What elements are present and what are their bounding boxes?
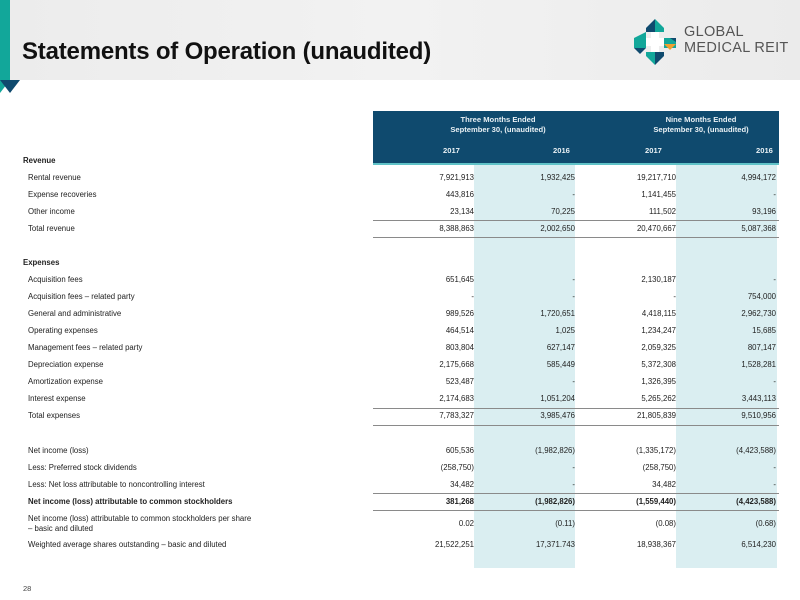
cell-value: - <box>673 292 676 301</box>
table-row <box>0 306 800 323</box>
row-label: Net income (loss) attributable to common stockholders <box>28 497 233 506</box>
cell-value: 5,265,262 <box>641 394 676 403</box>
cell-value: 2,174,683 <box>439 394 474 403</box>
table-row <box>0 460 800 477</box>
cell-value: 803,804 <box>445 343 474 352</box>
cell-value: - <box>572 275 575 284</box>
cell-value: - <box>572 190 575 199</box>
cell-value: 70,225 <box>551 207 575 216</box>
cell-value: 3,443,113 <box>741 394 776 403</box>
cell-value: (1,335,172) <box>636 446 676 455</box>
cell-value: (258,750) <box>642 463 676 472</box>
cell-value: - <box>572 463 575 472</box>
cell-value: 17,371.743 <box>535 540 575 549</box>
company-logo <box>632 18 792 66</box>
accent-triangle <box>0 80 20 93</box>
section-header-expenses <box>0 255 800 272</box>
row-label: Rental revenue <box>28 173 81 182</box>
cell-value: 2,002,650 <box>540 224 575 233</box>
cell-value: (0.68) <box>755 519 776 528</box>
net-income-common-top-rule <box>373 493 779 494</box>
cell-value: 8,388,863 <box>439 224 474 233</box>
cell-value: 2,130,187 <box>641 275 676 284</box>
table-row <box>0 340 800 357</box>
cell-value: - <box>572 480 575 489</box>
group-title: Three Months Ended <box>460 115 536 124</box>
section-label: Expenses <box>23 258 60 267</box>
cell-value: (0.11) <box>555 519 575 528</box>
row-label-line1: Net income (loss) attributable to common stockholders per share <box>28 514 252 523</box>
row-label: Amortization expense <box>28 377 103 386</box>
table-row <box>0 477 800 494</box>
table-row <box>0 391 800 408</box>
cell-value: 1,025 <box>555 326 575 335</box>
cell-value: (1,982,826) <box>535 497 575 506</box>
cell-value: 2,962,730 <box>741 309 776 318</box>
cell-value: 1,141,455 <box>641 190 676 199</box>
cell-value: (1,559,440) <box>636 497 676 506</box>
cell-value: 1,234,247 <box>641 326 676 335</box>
total-revenue-bottom-rule <box>373 237 779 238</box>
group-title: Nine Months Ended <box>665 115 737 124</box>
column-group-nine-months <box>626 115 776 135</box>
cell-value: 2,175,668 <box>439 360 474 369</box>
cell-value: 3,985,476 <box>540 411 575 420</box>
cell-value: 19,217,710 <box>636 173 676 182</box>
cell-value: 111,502 <box>648 207 676 216</box>
row-label: Less: Net loss attributable to noncontrolling interest <box>28 480 205 489</box>
column-group-three-months <box>423 115 573 135</box>
table-row <box>0 272 800 289</box>
table-row <box>0 187 800 204</box>
cell-value: 1,720,651 <box>540 309 575 318</box>
cell-value: 34,482 <box>450 480 474 489</box>
table-row <box>0 221 800 238</box>
table-row <box>0 374 800 391</box>
row-label: Less: Preferred stock dividends <box>28 463 137 472</box>
cell-value: 1,051,204 <box>540 394 575 403</box>
cell-value: - <box>773 480 776 489</box>
net-income-common-bottom-rule <box>373 510 779 511</box>
total-revenue-top-rule <box>373 220 779 221</box>
row-label: Expense recoveries <box>28 190 97 199</box>
year-header: 2017 <box>443 146 460 155</box>
cell-value: 7,921,913 <box>439 173 474 182</box>
row-label: Total revenue <box>28 224 75 233</box>
cell-value: 605,536 <box>445 446 474 455</box>
cell-value: 627,147 <box>546 343 575 352</box>
cell-value: - <box>572 292 575 301</box>
row-label <box>28 514 251 534</box>
section-label: Revenue <box>23 156 56 165</box>
logo-text-line1: GLOBAL <box>684 24 744 40</box>
cell-value: 1,932,425 <box>540 173 575 182</box>
table-row <box>0 289 800 306</box>
row-label: Management fees – related party <box>28 343 143 352</box>
logo-text-line2: MEDICAL REIT <box>684 40 789 56</box>
cell-value: - <box>773 463 776 472</box>
cell-value: (4,423,588) <box>736 497 776 506</box>
cell-value: 5,087,368 <box>741 224 776 233</box>
cell-value: - <box>773 190 776 199</box>
table-row <box>0 204 800 221</box>
page-title: Statements of Operation (unaudited) <box>22 38 432 65</box>
cell-value: 5,372,308 <box>641 360 676 369</box>
cell-value: 34,482 <box>652 480 676 489</box>
row-label: Acquisition fees – related party <box>28 292 135 301</box>
cell-value: (4,423,588) <box>736 446 776 455</box>
cell-value: 651,645 <box>445 275 474 284</box>
cell-value: (1,982,826) <box>535 446 575 455</box>
row-label: Interest expense <box>28 394 86 403</box>
row-label: Weighted average shares outstanding – basic and diluted <box>28 540 227 549</box>
cell-value: 15,685 <box>752 326 776 335</box>
row-label: Operating expenses <box>28 326 98 335</box>
year-header: 2017 <box>645 146 662 155</box>
cell-value: - <box>773 275 776 284</box>
cell-value: (258,750) <box>440 463 474 472</box>
group-subtitle: September 30, (unaudited) <box>450 125 546 134</box>
row-label-line2: – basic and diluted <box>28 524 94 533</box>
row-label: Total expenses <box>28 411 81 420</box>
cell-value: 989,526 <box>445 309 474 318</box>
cell-value: - <box>572 377 575 386</box>
cell-value: (0.08) <box>655 519 676 528</box>
cell-value: 0.02 <box>458 519 474 528</box>
cell-value: 381,268 <box>445 497 474 506</box>
cell-value: 2,059,325 <box>641 343 676 352</box>
cell-value: 21,805,839 <box>636 411 676 420</box>
cell-value: 443,816 <box>445 190 474 199</box>
row-label: Net income (loss) <box>28 446 89 455</box>
cell-value: 7,783,327 <box>439 411 474 420</box>
cell-value: - <box>471 292 474 301</box>
cell-value: 21,522,251 <box>434 540 474 549</box>
logo-cross-icon <box>632 18 678 66</box>
cell-value: 807,147 <box>747 343 776 352</box>
cell-value: 1,326,395 <box>641 377 676 386</box>
cell-value: 4,418,115 <box>641 309 676 318</box>
total-expenses-bottom-rule <box>373 425 779 426</box>
table-row <box>0 516 800 533</box>
row-label: General and administrative <box>28 309 122 318</box>
row-label: Other income <box>28 207 75 216</box>
cell-value: 9,510,956 <box>741 411 776 420</box>
total-expenses-top-rule <box>373 408 779 409</box>
cell-value: 585,449 <box>546 360 575 369</box>
year-header: 2016 <box>553 146 570 155</box>
cell-value: 20,470,667 <box>636 224 676 233</box>
table-row <box>0 443 800 460</box>
cell-value: 1,528,281 <box>741 360 776 369</box>
cell-value: 93,196 <box>752 207 776 216</box>
cell-value: 4,994,172 <box>741 173 776 182</box>
group-subtitle: September 30, (unaudited) <box>653 125 749 134</box>
cell-value: 23,134 <box>450 207 474 216</box>
year-header: 2016 <box>756 146 773 155</box>
section-header-revenue <box>0 153 800 170</box>
accent-bar <box>0 0 10 82</box>
row-label: Acquisition fees <box>28 275 83 284</box>
cell-value: 464,514 <box>445 326 474 335</box>
logo-text <box>684 24 789 56</box>
table-row <box>0 494 800 511</box>
table-row <box>0 408 800 425</box>
row-label: Depreciation expense <box>28 360 104 369</box>
table-row <box>0 323 800 340</box>
cell-value: 18,938,367 <box>636 540 676 549</box>
cell-value: - <box>773 377 776 386</box>
page-number: 28 <box>23 584 32 593</box>
table-row <box>0 357 800 374</box>
cell-value: 754,000 <box>747 292 776 301</box>
table-row <box>0 537 800 554</box>
cell-value: 6,514,230 <box>741 540 776 549</box>
table-row <box>0 170 800 187</box>
cell-value: 523,487 <box>445 377 474 386</box>
